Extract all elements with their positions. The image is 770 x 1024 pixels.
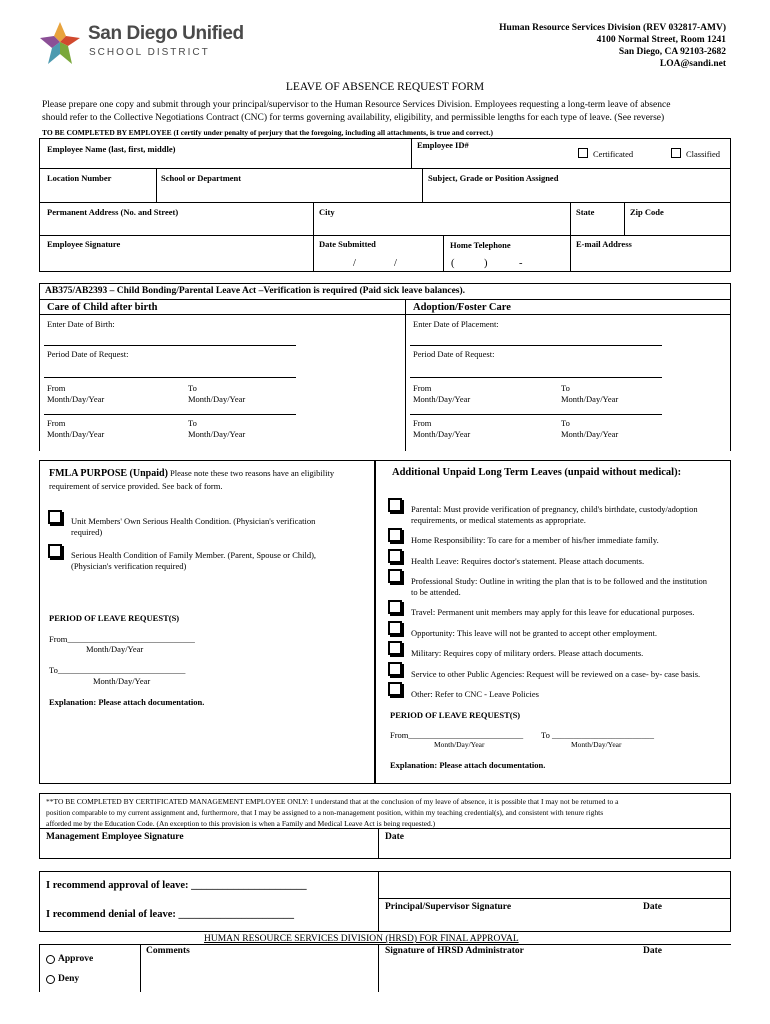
fmla-from-field[interactable]: From______________________________ [49,634,195,644]
intro-line2: should refer to the Collective Negotiations Contract (CNC) for terms governing availability, eligibility, and permissible lengths for each type of leave. (See reverse) [42,112,665,123]
additional-from-format: Month/Day/Year [434,740,485,749]
employee-name-field[interactable]: Employee Name (last, first, middle) [47,144,176,154]
home-responsibility-label: Home Responsibility: To care for a member of his/her immediate family. [411,535,659,545]
fmla-note: Please note these two reasons have an eligibility [167,468,335,478]
hr-address-line3: San Diego, CA 92103-2682 [618,47,726,57]
adoption-foster-heading: Adoption/Foster Care [413,302,511,313]
fmla-family-health-label: Serious Health Condition of Family Member. (Parent, Spouse or Child), [71,550,317,560]
fmla-own-health-label-2: required) [71,527,103,537]
fmla-explanation: Explanation: Please attach documentation. [49,697,205,707]
care-from-1[interactable]: From [47,383,66,393]
hr-address-line1: Human Resource Services Division (REV 032817-AMV) [499,23,726,33]
hrsd-signature-field[interactable]: Signature of HRSD Administrator [385,946,524,956]
opportunity-checkbox[interactable] [388,621,402,635]
management-signature-field[interactable]: Management Employee Signature [46,832,184,842]
travel-label: Travel: Permanent unit members may apply for this leave for educational purposes. [411,607,695,617]
fmla-title: FMLA PURPOSE (Unpaid) [49,468,168,479]
date-submitted-field[interactable]: Date Submitted [319,239,376,249]
management-note-3: afforded me by the Education Code. (An exception to this provision is when a Family and Medical Leave Act is being requested.) [46,819,436,828]
adoption-to-2-format: Month/Day/Year [561,429,619,439]
state-field[interactable]: State [576,207,595,217]
care-from-1-format: Month/Day/Year [47,394,105,404]
home-telephone-field[interactable]: Home Telephone [450,240,511,250]
adoption-to-2[interactable]: To [561,418,570,428]
classified-checkbox[interactable] [671,148,681,158]
care-to-1-format: Month/Day/Year [188,394,246,404]
certificated-label: Certificated [593,149,634,159]
employee-signature-field[interactable]: Employee Signature [47,239,121,249]
hr-email[interactable]: LOA@sandi.net [659,59,726,69]
ab375-title: AB375/AB2393 – Child Bonding/Parental Leave Act –Verification is required (Paid sick leave balances). [45,286,466,296]
care-of-child-heading: Care of Child after birth [47,302,158,313]
principal-date-field[interactable]: Date [643,902,662,912]
additional-to-field[interactable]: To ________________________ [541,730,654,740]
adoption-from-2-format: Month/Day/Year [413,429,471,439]
adoption-from-1[interactable]: From [413,383,432,393]
health-leave-label: Health Leave: Requires doctor's statement. Please attach documents. [411,556,645,566]
approve-label: Approve [58,954,94,964]
recommend-approval-field[interactable]: I recommend approval of leave: ______________________ [46,880,307,891]
other-leave-checkbox[interactable] [388,682,402,696]
city-field[interactable]: City [319,207,335,217]
additional-from-field[interactable]: From___________________________ [390,730,524,740]
fmla-period-heading: PERIOD OF LEAVE REQUEST(S) [49,613,180,623]
professional-study-label: Professional Study: Outline in writing the plan that is to be followed and the institution [411,576,708,586]
subject-grade-field[interactable]: Subject, Grade or Position Assigned [428,173,559,183]
email-field[interactable]: E-mail Address [576,239,632,249]
public-agencies-checkbox[interactable] [388,662,402,676]
zip-code-field[interactable]: Zip Code [630,207,664,217]
star-logo-icon [38,20,82,68]
certificated-checkbox[interactable] [578,148,588,158]
adoption-from-1-format: Month/Day/Year [413,394,471,404]
logo-subtitle: SCHOOL DISTRICT [89,47,210,58]
date-slash-1: / [353,258,356,269]
intro-line1: Please prepare one copy and submit through your principal/supervisor to the Human Resource Services Division. Employees requesting a long-term leave of absence [42,100,671,110]
care-to-2[interactable]: To [188,418,197,428]
date-slash-2: / [394,258,397,269]
deny-label: Deny [58,974,80,984]
school-department-field[interactable]: School or Department [161,173,242,183]
care-period-field[interactable]: Period Date of Request: [47,349,129,359]
management-note-1: **TO BE COMPLETED BY CERTIFICATED MANAGEMENT EMPLOYEE ONLY: I understand that at the conclusion of my leave of absence, it is possible that I may not be returned to a [46,797,619,806]
military-label: Military: Requires copy of military orders. Please attach documents. [411,648,644,658]
additional-leaves-title: Additional Unpaid Long Term Leaves (unpaid without medical): [392,467,682,478]
permanent-address-field[interactable]: Permanent Address (No. and Street) [47,207,179,217]
classified-label: Classified [686,149,720,159]
approve-radio[interactable] [46,955,55,964]
care-from-2-format: Month/Day/Year [47,429,105,439]
hr-address-line2: 4100 Normal Street, Room 1241 [596,35,726,45]
phone-paren-open: ( [451,258,455,269]
public-agencies-label: Service to other Public Agencies: Request will be reviewed on a case- by- case basis. [411,669,701,679]
location-number-field[interactable]: Location Number [47,173,112,183]
hrsd-comments-field[interactable]: Comments [146,946,190,956]
fmla-note-2: requirement of service provided. See back of form. [49,481,223,491]
opportunity-label: Opportunity: This leave will not be granted to accept other employment. [411,628,658,638]
adoption-period-field[interactable]: Period Date of Request: [413,349,495,359]
care-to-1[interactable]: To [188,383,197,393]
other-leave-label: Other: Refer to CNC - Leave Policies [411,689,539,699]
recommend-denial-field[interactable]: I recommend denial of leave: ______________________ [46,909,294,920]
parental-checkbox[interactable] [388,498,402,512]
fmla-own-health-checkbox[interactable] [48,510,62,524]
additional-explanation: Explanation: Please attach documentation. [390,760,546,770]
form-title: LEAVE OF ABSENCE REQUEST FORM [285,81,485,93]
fmla-to-format: Month/Day/Year [93,676,151,686]
fmla-from-format: Month/Day/Year [86,644,144,654]
hrsd-date-field[interactable]: Date [643,946,662,956]
adoption-to-1-format: Month/Day/Year [561,394,619,404]
phone-paren-close: ) [484,258,488,269]
fmla-family-health-label-2: (Physician's verification required) [71,561,187,571]
date-of-placement-field[interactable]: Enter Date of Placement: [413,319,499,329]
management-date-field[interactable]: Date [385,832,404,842]
parental-label-2: requirements, or medical statements as appropriate. [411,515,586,525]
health-leave-checkbox[interactable] [388,549,402,563]
hrsd-title: HUMAN RESOURCE SERVICES DIVISION (HRSD) FOR FINAL APPROVAL [204,934,519,944]
care-from-2[interactable]: From [47,418,66,428]
management-note-2: position comparable to my current assignment and, furthermore, that I may be assigned to a non-management position, within my teaching credential(s), and consistent with tenure rights [46,808,604,817]
parental-label: Parental: Must provide verification of pregnancy, child's birthdate, custody/adoption [411,504,698,514]
care-to-2-format: Month/Day/Year [188,429,246,439]
date-of-birth-field[interactable]: Enter Date of Birth: [47,319,115,329]
fmla-to-field[interactable]: To______________________________ [49,665,186,675]
additional-period-heading: PERIOD OF LEAVE REQUEST(S) [390,710,521,720]
adoption-from-2[interactable]: From [413,418,432,428]
fmla-family-health-checkbox[interactable] [48,544,62,558]
district-logo [38,20,244,68]
phone-dash: - [519,258,523,269]
employee-id-field[interactable]: Employee ID# [417,140,469,150]
additional-to-format: Month/Day/Year [571,740,622,749]
adoption-to-1[interactable]: To [561,383,570,393]
military-checkbox[interactable] [388,641,402,655]
principal-signature-field[interactable]: Principal/Supervisor Signature [385,902,512,912]
professional-study-label-2: to be attended. [411,587,461,597]
home-responsibility-checkbox[interactable] [388,528,402,542]
logo-title: San Diego Unified [88,23,244,44]
certify-statement: TO BE COMPLETED BY EMPLOYEE (I certify under penalty of perjury that the foregoing, including all attachments, is true and correct.) [42,128,494,137]
fmla-own-health-label: Unit Members' Own Serious Health Condition. (Physician's verification [71,516,316,526]
deny-radio[interactable] [46,975,55,984]
professional-study-checkbox[interactable] [388,569,402,583]
travel-checkbox[interactable] [388,600,402,614]
